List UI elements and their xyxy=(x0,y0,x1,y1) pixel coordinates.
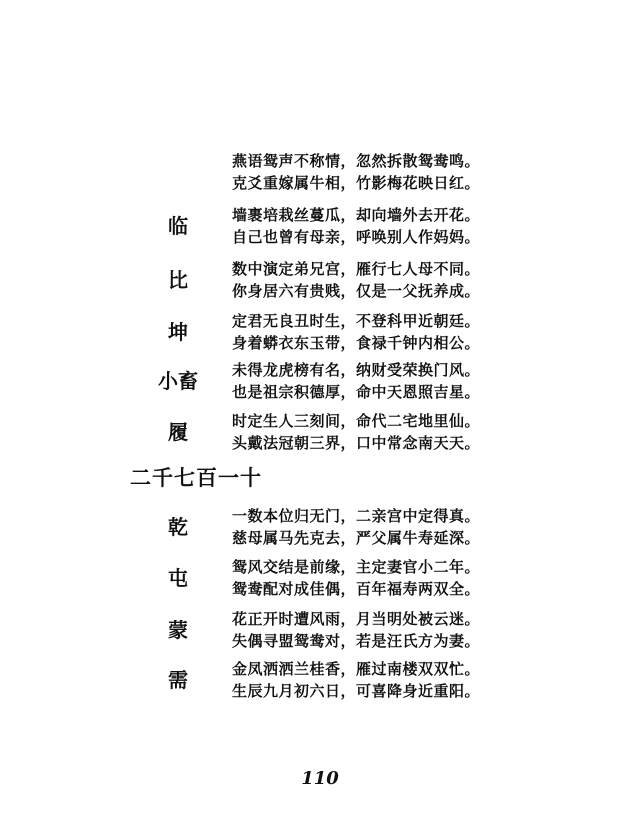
verse-line: 自己也曾有母亲，呼唤别人作妈妈。 xyxy=(232,228,481,246)
hexagram-label: 需 xyxy=(168,668,188,692)
hexagram-label: 比 xyxy=(168,268,188,292)
hexagram-label: 屯 xyxy=(168,566,188,590)
verse-line: 生辰九月初六日，可喜降身近重阳。 xyxy=(232,682,481,700)
verse-line: 鸳鸯配对成佳偶，百年福寿两双全。 xyxy=(232,580,481,598)
hexagram-label: 乾 xyxy=(168,515,188,539)
verse-line: 鸳风交结是前缘，主定妻官小二年。 xyxy=(232,558,481,576)
verse-line: 定君无良丑时生，不登科甲近朝廷。 xyxy=(232,312,481,330)
hexagram-label: 蒙 xyxy=(168,618,188,642)
verse-line: 燕语鸳声不称情，忽然拆散鸳鸯鸣。 xyxy=(232,152,481,170)
verse-line: 一数本位归无门，二亲宫中定得真。 xyxy=(232,507,481,525)
verse-line: 墙裹培栽丝蔓瓜，却向墙外去开花。 xyxy=(232,206,481,224)
hexagram-label: 坤 xyxy=(168,320,188,344)
verse-line: 未得龙虎榜有名，纳财受荣换门风。 xyxy=(232,361,481,379)
hexagram-label: 临 xyxy=(168,214,188,238)
verse-line: 也是祖宗积德厚，命中天恩照吉星。 xyxy=(232,383,481,401)
verse-line: 慈母属马先克去，严父属牛寿延深。 xyxy=(232,529,481,547)
page-number: 110 xyxy=(301,768,339,789)
section-heading: 二千七百一十 xyxy=(130,465,262,490)
verse-line: 数中演定弟兄宫，雁行七人母不同。 xyxy=(232,260,481,278)
hexagram-label: 履 xyxy=(168,420,188,444)
verse-line: 你身居六有贵贱，仅是一父抚养成。 xyxy=(232,282,481,300)
verse-line: 克爻重嫁属牛相，竹影梅花映日红。 xyxy=(232,174,481,192)
verse-line: 身着蟒衣东玉带，食禄千钟内相公。 xyxy=(232,334,481,352)
verse-line: 头戴法冠朝三界，口中常念南天天。 xyxy=(232,434,481,452)
verse-line: 时定生人三刻间，命代二宅地里仙。 xyxy=(232,412,481,430)
verse-line: 金凤洒洒兰桂香，雁过南楼双双忙。 xyxy=(232,660,481,678)
hexagram-label: 小畜 xyxy=(158,369,198,393)
verse-line: 花正开时遭风雨，月当明处被云迷。 xyxy=(232,610,481,628)
verse-line: 失偶寻盟鸳鸯对，若是汪氏方为妻。 xyxy=(232,632,481,650)
